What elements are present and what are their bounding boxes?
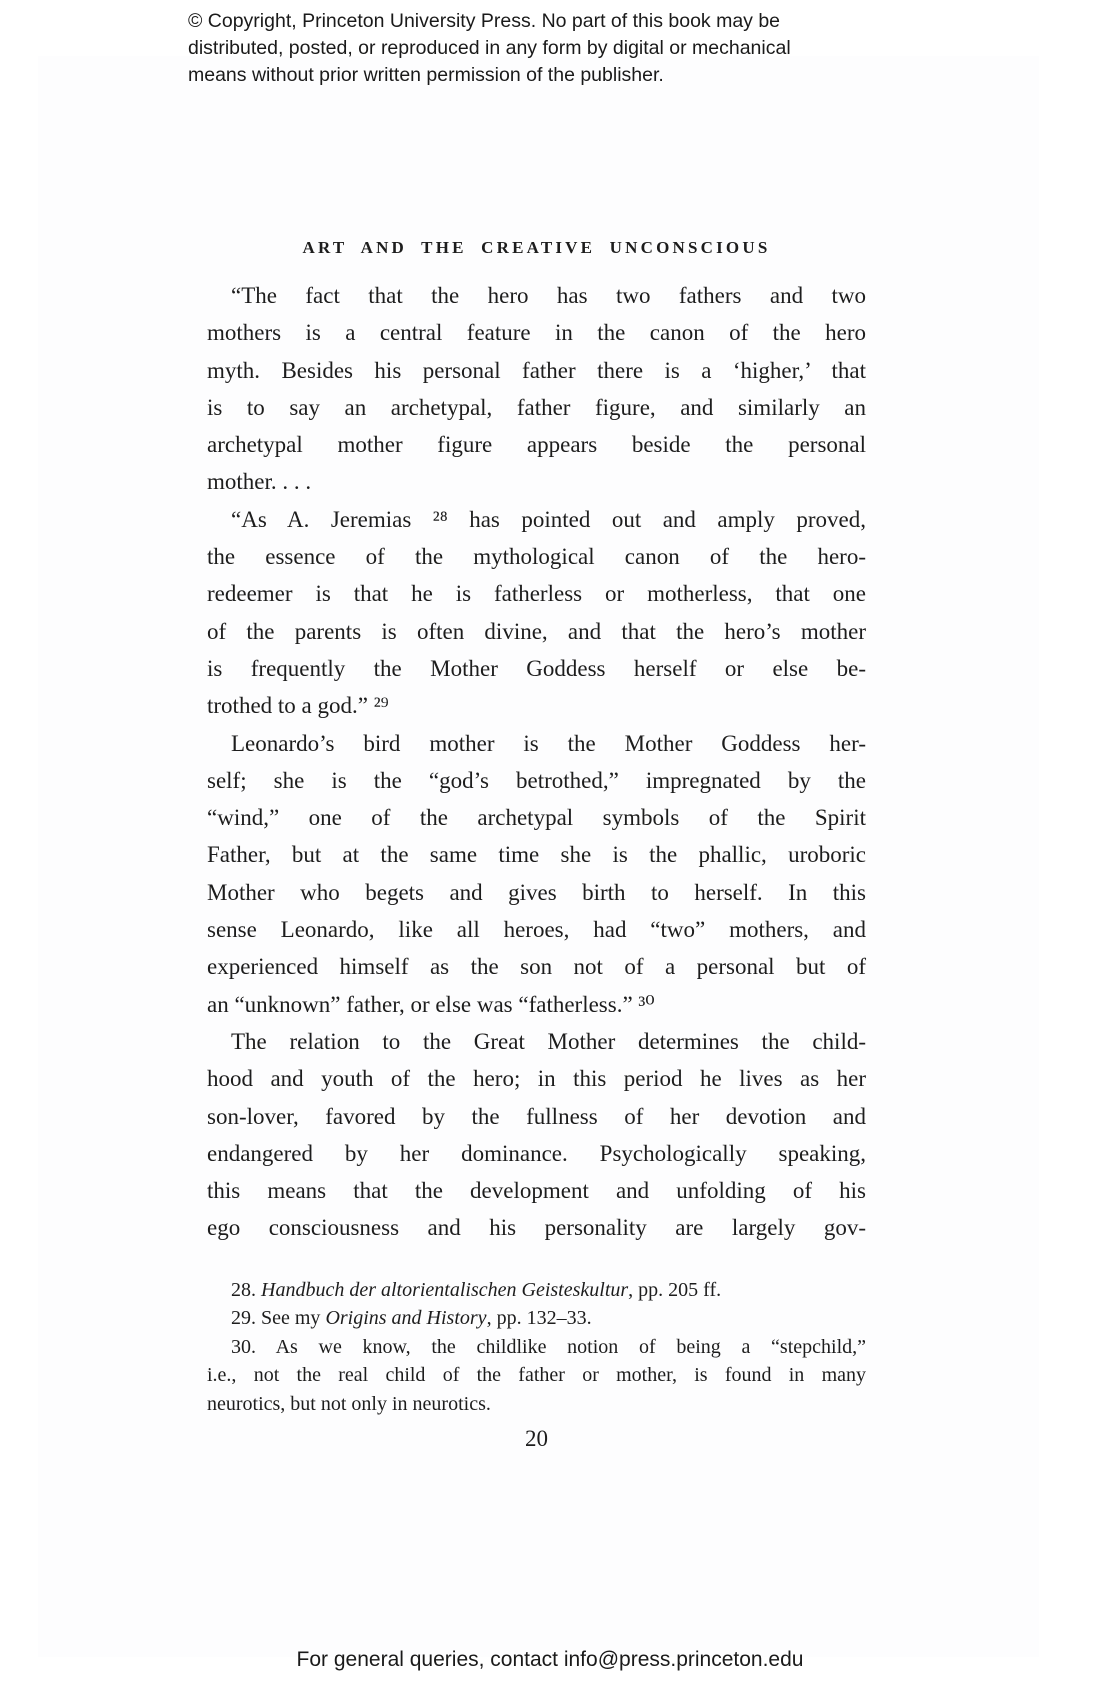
footnote-30 — [207, 1333, 866, 1418]
body-line: sense Leonardo, like all heroes, had “two” mothers, and — [207, 917, 866, 943]
paragraph-1 — [207, 277, 866, 501]
body-line: trothed to a god.” ²⁹ — [207, 693, 389, 719]
body-line: an “unknown” father, or else was “fatherless.” ³⁰ — [207, 991, 655, 1017]
body-line: the essence of the mythological canon of the hero- — [207, 544, 866, 570]
footnote-text: , pp. 132–33. — [486, 1307, 592, 1330]
body-line: is to say an archetypal, father figure, and similarly an — [207, 394, 866, 420]
body-line: Father, but at the same time she is the phallic, uroboric — [207, 842, 866, 868]
body-line: “wind,” one of the archetypal symbols of the Spirit — [207, 805, 866, 831]
copyright-line: distributed, posted, or reproduced in any form by digital or mechanical — [188, 37, 791, 59]
body-line: mother. . . . — [207, 469, 312, 495]
paragraph-4 — [207, 1023, 866, 1247]
body-line: myth. Besides his personal father there is a ‘higher,’ that — [207, 357, 866, 383]
body-line: endangered by her dominance. Psychologically speaking, — [207, 1140, 866, 1166]
body-line: experienced himself as the son not of a personal but of — [207, 954, 866, 980]
body-line: son-lover, favored by the fullness of her devotion and — [207, 1103, 866, 1129]
copyright-line: © Copyright, Princeton University Press. No part of this book may be — [188, 10, 781, 32]
body-line: archetypal mother figure appears beside the personal — [207, 432, 866, 458]
body-line: of the parents is often divine, and that the hero’s mother — [207, 618, 866, 644]
body-line: “The fact that the hero has two fathers and two — [231, 283, 866, 308]
body-line: hood and youth of the hero; in this period he lives as her — [207, 1066, 866, 1092]
body-line: “As A. Jeremias ²⁸ has pointed out and amply proved, — [231, 506, 866, 532]
copyright-line: means without prior written permission of the publisher. — [188, 64, 664, 86]
footnote-title-italic: Handbuch der altorientalischen Geisteskultur — [261, 1279, 629, 1301]
footnote-line: neurotics, but not only in neurotics. — [207, 1392, 491, 1415]
running-head: ART AND THE CREATIVE UNCONSCIOUS — [302, 238, 771, 257]
footnote-line: i.e., not the real child of the father or mother, is found in many — [207, 1364, 866, 1387]
body-line: this means that the development and unfolding of his — [207, 1178, 866, 1204]
body-line: is frequently the Mother Goddess herself or else be- — [207, 655, 866, 681]
body-line: Leonardo’s bird mother is the Mother Goddess her- — [231, 730, 866, 756]
body-line: The relation to the Great Mother determines the child- — [231, 1028, 866, 1054]
footnote-title-italic: Origins and History — [325, 1307, 487, 1330]
footnote-text: 29. See my — [231, 1307, 326, 1330]
body-line: ego consciousness and his personality are largely gov- — [207, 1215, 866, 1241]
footnote-29 — [207, 1304, 866, 1332]
page-number: 20 — [525, 1426, 548, 1451]
footnote-text: 28. — [231, 1279, 261, 1301]
body-line: mothers is a central feature in the canon of the hero — [207, 320, 866, 346]
body-line: Mother who begets and gives birth to herself. In this — [207, 879, 866, 905]
copyright-notice — [188, 8, 791, 89]
body-line: redeemer is that he is fatherless or motherless, that one — [207, 581, 866, 607]
body-text — [207, 277, 866, 1247]
footnote-28 — [207, 1276, 866, 1304]
paragraph-2 — [207, 501, 866, 725]
footnotes — [207, 1276, 866, 1418]
paragraph-3 — [207, 725, 866, 1023]
body-line: self; she is the “god’s betrothed,” impregnated by the — [207, 767, 866, 793]
footer-contact: For general queries, contact info@press.princeton.edu — [296, 1648, 804, 1671]
footnote-line: 30. As we know, the childlike notion of being a “stepchild,” — [231, 1335, 866, 1358]
footnote-text: , pp. 205 ff. — [628, 1279, 722, 1301]
